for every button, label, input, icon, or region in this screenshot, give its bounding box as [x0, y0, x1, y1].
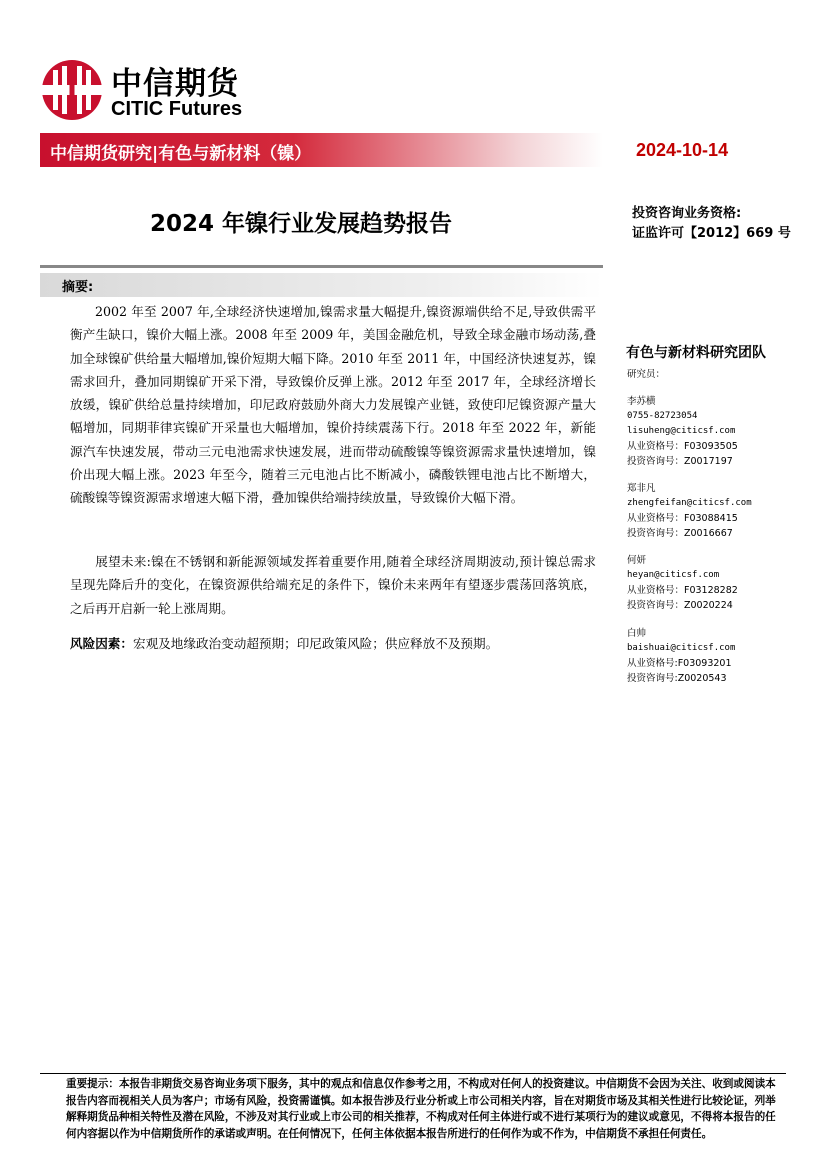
brand-name-en: CITIC Futures [111, 98, 243, 120]
abstract-paragraph-2 [70, 550, 596, 620]
qualification-info [632, 204, 791, 244]
researcher-license: 从业资格号：F03093505 [627, 441, 738, 452]
header-banner [40, 133, 603, 167]
abstract-header-bar [40, 273, 603, 297]
researcher-card [627, 394, 738, 469]
section-divider [40, 265, 603, 268]
researcher-name: 白帅 [627, 628, 647, 639]
abstract-label: 摘要: [62, 280, 94, 295]
footer-divider [40, 1073, 786, 1074]
researcher-name: 郑非凡 [627, 483, 656, 494]
researcher-email[interactable]: baishuai@citicsf.com [627, 643, 736, 653]
banner-text: 中信期货研究|有色与新材料（镍） [50, 144, 312, 164]
researcher-email[interactable]: zhengfeifan@citicsf.com [627, 498, 752, 508]
researcher-consult: 投资咨询号:Z0020543 [627, 673, 727, 684]
researcher-phone: 0755-82723054 [627, 411, 698, 421]
risk-paragraph [70, 632, 596, 655]
researcher-email[interactable]: heyan@citicsf.com [627, 570, 720, 580]
researcher-license: 从业资格号：F03128282 [627, 585, 738, 596]
abstract-paragraph-1 [70, 300, 596, 510]
abstract-paragraph-1-text: 2002 年至 2007 年,全球经济快速增加,镍需求量大幅提升,镍资源端供给不足,导致供需平衡产生缺口，镍价大幅上涨。2008 年至 2009 年，美国金融危机，导致全球金融市场动荡,叠加全球镍矿供给量大幅增加,镍价短期大幅下降。2010 年至 2011 年，中国经济快速复苏，镍需求回升，叠加同期镍矿开采下滑，导致镍价反弹上涨。2012 年至 2017 年，全球经济增长放缓，镍矿供给总量持续增加，印尼政府鼓励外商大力发展镍产业链，致使印尼镍资源产量大幅增加，同期菲律宾镍矿开采量也大幅增加，镍价持续震荡下行。2018 年至 2022 年，新能源汽车快速发展，带动三元电池需求快速发展，进而带动硫酸镍等镍资源需求量快速增加，镍价出现大幅上涨。2023 年至今，随着三元电池占比不断减小，磷酸铁锂电池占比不断增大，硫酸镍等镍资源需求增速大幅下滑，叠加镍供给端持续放量，导致镍价大幅下滑。 [70, 304, 596, 506]
brand-name-cn: 中信期货 [111, 66, 239, 102]
researcher-card [627, 481, 752, 541]
researcher-email[interactable]: lisuheng@citicsf.com [627, 426, 736, 436]
research-team-title: 有色与新材料研究团队 [626, 345, 766, 361]
researcher-license: 从业资格号:F03093201 [627, 658, 732, 669]
abstract-paragraph-2-text: 展望未来:镍在不锈钢和新能源领域发挥着重要作用,随着全球经济周期波动,预计镍总需求呈现先降后升的变化，在镍资源供给端充足的条件下，镍价未来两年有望逐步震荡回落筑底，之后再开启新一轮上涨周期。 [70, 554, 596, 616]
qualification-line2: 证监许可【2012】669 号 [632, 226, 791, 241]
report-title: 2024 年镍行业发展趋势报告 [150, 211, 453, 237]
footer-disclaimer: 重要提示：本报告非期货交易咨询业务项下服务，其中的观点和信息仅作参考之用，不构成对任何人的投资建议。中信期货不会因为关注、收到或阅读本报告内容而视相关人员为客户；市场有风险，投资需谨慎。如本报告涉及行业分析或上市公司相关内容，旨在对期货市场及其相关性进行比较论证，列举解释期货品种相关特性及潜在风险，不涉及对其行业或上市公司的相关推荐，不构成对任何主体进行或不进行某项行为的建议或意见，不得将本报告的任何内容据以作为中信期货所作的承诺或声明。在任何情况下，任何主体依据本报告所进行的任何作为或不作为，中信期货不承担任何责任。 [66, 1078, 776, 1140]
researcher-consult: 投资咨询号：Z0020224 [627, 600, 733, 611]
qualification-line1: 投资咨询业务资格: [632, 206, 742, 221]
citic-logo-icon [40, 58, 104, 122]
risk-label: 风险因素： [70, 636, 133, 651]
researcher-consult: 投资咨询号：Z0017197 [627, 456, 733, 467]
researcher-license: 从业资格号：F03088415 [627, 513, 738, 524]
researcher-name: 何妍 [627, 555, 647, 566]
researcher-card [627, 553, 738, 613]
report-date: 2024-10-14 [636, 140, 729, 160]
risk-text: 宏观及地缘政治变动超预期；印尼政策风险；供应释放不及预期。 [132, 636, 499, 651]
researcher-consult: 投资咨询号：Z0016667 [627, 528, 733, 539]
researcher-card [627, 626, 735, 686]
researchers-label: 研究员： [627, 369, 666, 380]
researcher-name: 李苏横 [627, 396, 656, 407]
